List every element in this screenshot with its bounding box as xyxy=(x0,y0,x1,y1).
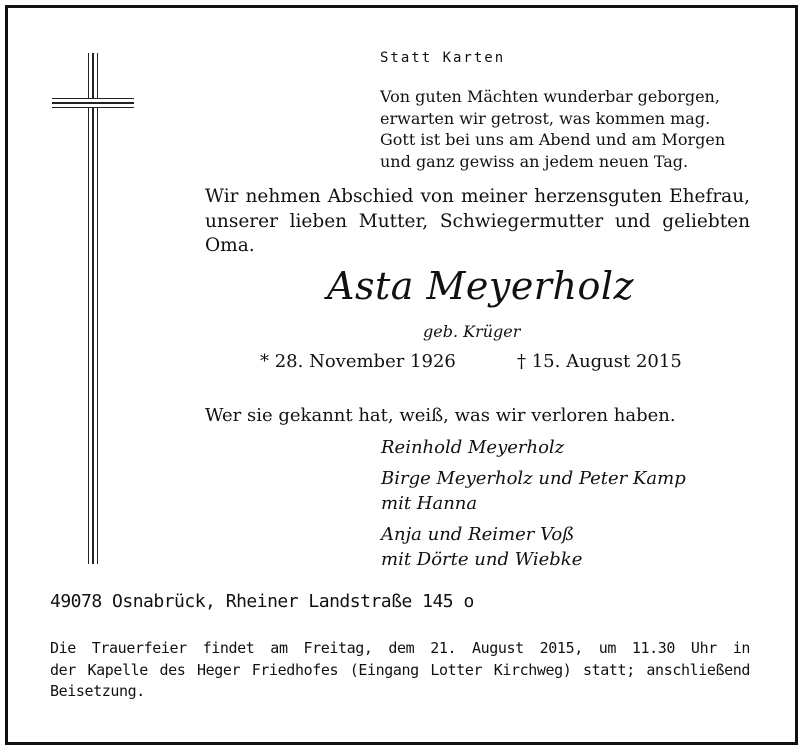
mourner: mit Dörte und Wiebke xyxy=(381,549,583,570)
address: 49078 Osnabrück, Rheiner Landstraße 145 o xyxy=(50,591,474,612)
farewell-line: unserer lieben Mutter, Schwiegermutter und geliebten xyxy=(205,210,750,232)
farewell-line: Oma. xyxy=(205,235,255,256)
poem-line: Gott ist bei uns am Abend und am Morgen xyxy=(380,130,726,149)
death-date: † 15. August 2015 xyxy=(517,351,682,372)
loss-sentence: Wer sie gekannt hat, weiß, was wir verloren haben. xyxy=(205,405,676,426)
deceased-name: Asta Meyerholz xyxy=(327,264,634,308)
farewell-text xyxy=(205,185,750,259)
statt-karten: Statt Karten xyxy=(380,50,506,66)
funeral-line: Beisetzung. xyxy=(50,682,145,700)
mourner: Anja und Reimer Voß xyxy=(381,524,575,545)
farewell-line: Wir nehmen Abschied von meiner herzensguten Ehefrau, xyxy=(205,186,750,207)
mourner: Reinhold Meyerholz xyxy=(381,437,565,458)
poem xyxy=(380,86,725,172)
funeral-info xyxy=(50,638,750,703)
funeral-line: Die Trauerfeier findet am Freitag, dem 21. August 2015, um 11.30 Uhr in xyxy=(50,639,750,657)
mourner: Birge Meyerholz und Peter Kamp xyxy=(381,468,686,489)
mourner: mit Hanna xyxy=(381,493,478,514)
poem-line: erwarten wir getrost, was kommen mag. xyxy=(380,108,711,128)
birth-date: * 28. November 1926 xyxy=(260,351,456,372)
poem-line: und ganz gewiss an jedem neuen Tag. xyxy=(380,151,689,171)
funeral-line: der Kapelle des Heger Friedhofes (Eingang Lotter Kirchweg) statt; anschließend xyxy=(50,660,750,679)
poem-line: Von guten Mächten wunderbar geborgen, xyxy=(380,87,720,106)
maiden-name: geb. Krüger xyxy=(423,322,521,341)
mourners-list xyxy=(381,435,686,572)
